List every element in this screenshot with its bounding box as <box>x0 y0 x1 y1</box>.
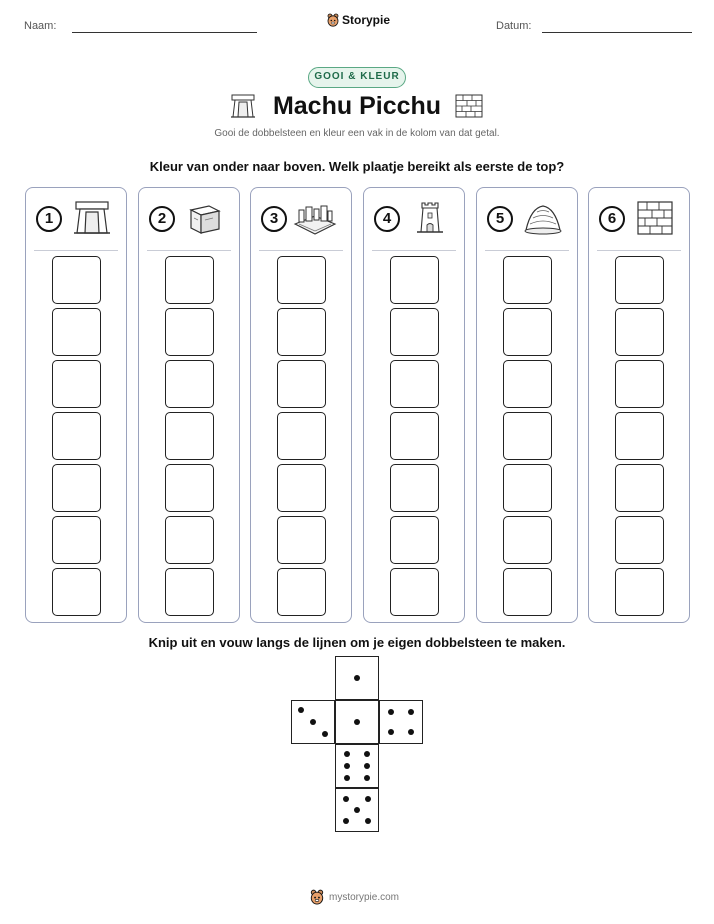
color-cell[interactable] <box>390 568 439 616</box>
activity-badge: GOOI & KLEUR <box>308 67 406 88</box>
color-cell[interactable] <box>52 360 101 408</box>
column-divider <box>597 250 681 251</box>
footer-url[interactable]: mystorypie.com <box>329 891 400 903</box>
die-pip <box>364 775 370 781</box>
die-pip <box>322 731 328 737</box>
die-pip <box>388 729 394 735</box>
ruins-terrace-icon <box>293 198 337 238</box>
die-pip <box>408 729 414 735</box>
column-4 <box>363 187 465 623</box>
color-cell[interactable] <box>615 360 664 408</box>
brand-name: Storypie <box>342 13 391 27</box>
color-cell[interactable] <box>277 256 326 304</box>
column-number: 3 <box>261 206 287 232</box>
brand-logo <box>327 13 390 27</box>
die-pip <box>343 796 349 802</box>
column-header <box>477 188 577 250</box>
color-cell[interactable] <box>615 308 664 356</box>
color-cell[interactable] <box>52 568 101 616</box>
column-header <box>364 188 464 250</box>
color-cell[interactable] <box>277 412 326 460</box>
color-cell[interactable] <box>277 360 326 408</box>
color-cell[interactable] <box>390 360 439 408</box>
column-divider <box>372 250 456 251</box>
color-cell[interactable] <box>503 360 552 408</box>
column-number: 6 <box>599 206 625 232</box>
page-title: Machu Picchu <box>272 92 442 120</box>
column-6 <box>588 187 690 623</box>
die-face-back <box>335 788 379 832</box>
die-pip <box>408 709 414 715</box>
color-cell[interactable] <box>503 256 552 304</box>
color-cell[interactable] <box>277 568 326 616</box>
color-cell[interactable] <box>52 464 101 512</box>
color-cell[interactable] <box>615 464 664 512</box>
die-pip <box>344 775 350 781</box>
column-number: 1 <box>36 206 62 232</box>
die-pip <box>364 751 370 757</box>
date-label: Datum: <box>496 20 532 32</box>
color-cell[interactable] <box>52 516 101 564</box>
storypie-mascot-icon <box>327 13 339 27</box>
die-face-center <box>335 700 379 744</box>
color-cell[interactable] <box>165 464 214 512</box>
column-3 <box>250 187 352 623</box>
color-cell[interactable] <box>503 568 552 616</box>
die-pip <box>354 719 360 725</box>
color-cell[interactable] <box>390 516 439 564</box>
color-cell[interactable] <box>52 256 101 304</box>
column-header <box>139 188 239 250</box>
color-cell[interactable] <box>615 516 664 564</box>
die-pip <box>310 719 316 725</box>
page-subtitle: Gooi de dobbelsteen en kleur een vak in de kolom van dat getal. <box>214 128 500 139</box>
footer <box>310 889 399 905</box>
die-face-left <box>291 700 335 744</box>
column-5 <box>476 187 578 623</box>
die-pip <box>298 707 304 713</box>
column-header <box>26 188 126 250</box>
die-face-top <box>335 656 379 700</box>
date-line[interactable] <box>542 32 692 33</box>
column-number: 5 <box>487 206 513 232</box>
stone-wall-icon <box>635 198 675 238</box>
column-1 <box>25 187 127 623</box>
column-number: 2 <box>149 206 175 232</box>
color-cell[interactable] <box>390 308 439 356</box>
color-cell[interactable] <box>390 412 439 460</box>
color-cell[interactable] <box>277 516 326 564</box>
color-cell[interactable] <box>503 464 552 512</box>
die-pip <box>354 675 360 681</box>
color-cell[interactable] <box>52 308 101 356</box>
column-divider <box>485 250 569 251</box>
die-face-right <box>379 700 423 744</box>
color-cell[interactable] <box>390 464 439 512</box>
die-pip <box>344 751 350 757</box>
color-cell[interactable] <box>277 464 326 512</box>
die-pip <box>344 763 350 769</box>
die-pip <box>364 763 370 769</box>
die-pip <box>343 818 349 824</box>
temple-of-the-sun-icon <box>523 198 563 238</box>
color-cell[interactable] <box>503 412 552 460</box>
column-divider <box>147 250 231 251</box>
color-cell[interactable] <box>390 256 439 304</box>
column-header <box>251 188 351 250</box>
color-cell[interactable] <box>277 308 326 356</box>
column-header <box>589 188 689 250</box>
name-line[interactable] <box>72 32 257 33</box>
die-pip <box>365 796 371 802</box>
column-divider <box>34 250 118 251</box>
column-number: 4 <box>374 206 400 232</box>
die-pip <box>354 807 360 813</box>
color-cell[interactable] <box>615 256 664 304</box>
game-instruction: Kleur van onder naar boven. Welk plaatje bereikt als eerste de top? <box>149 159 565 174</box>
die-face-bottom <box>335 744 379 788</box>
color-cell[interactable] <box>165 568 214 616</box>
die-pip <box>365 818 371 824</box>
storypie-mascot-icon <box>310 889 324 905</box>
stone-block-icon <box>185 198 225 238</box>
stone-wall-icon <box>455 92 483 120</box>
color-cell[interactable] <box>615 412 664 460</box>
color-cell[interactable] <box>165 308 214 356</box>
column-2 <box>138 187 240 623</box>
die-pip <box>388 709 394 715</box>
color-cell[interactable] <box>52 412 101 460</box>
color-cell[interactable] <box>165 412 214 460</box>
color-cell[interactable] <box>165 516 214 564</box>
color-cell[interactable] <box>503 516 552 564</box>
name-label: Naam: <box>24 20 57 32</box>
color-cell[interactable] <box>165 360 214 408</box>
color-cell[interactable] <box>615 568 664 616</box>
column-divider <box>259 250 343 251</box>
stone-doorway-icon <box>72 198 112 238</box>
watchtower-icon <box>410 198 450 238</box>
color-cell[interactable] <box>165 256 214 304</box>
dice-instruction: Knip uit en vouw langs de lijnen om je eigen dobbelsteen te maken. <box>148 635 566 650</box>
color-cell[interactable] <box>503 308 552 356</box>
